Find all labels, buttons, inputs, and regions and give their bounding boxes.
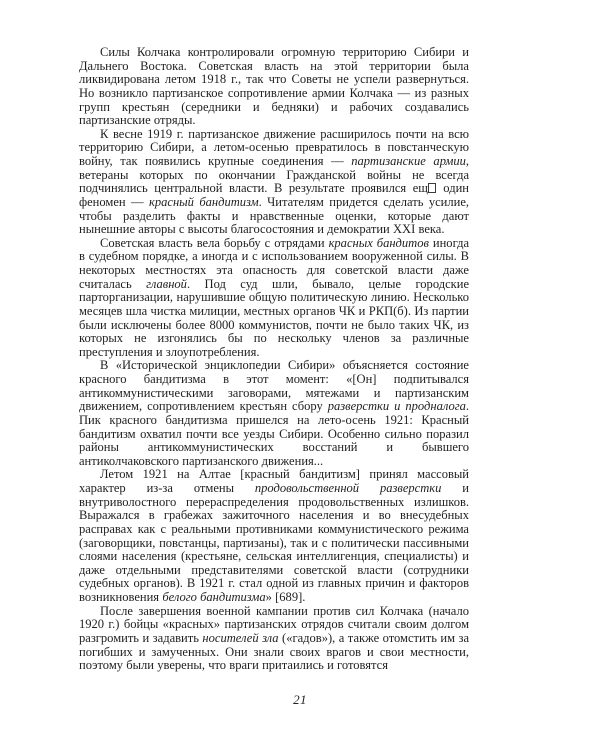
- paragraph: Силы Колчака контролировали огромную территорию Сибири и Дальнего Востока. Советская власть на этой территории была ликвидирована летом 1918 г., так что Советы не успели развернуться. Но возникло партизанское сопротивление армии Колчака — из разных групп крестьян (середники и бедняки) и рабочих создавались партизанские отряды.: [79, 45, 469, 128]
- page-number: 21: [293, 692, 307, 707]
- paragraph: К весне 1919 г. партизанское движение расширилось почти на всю территорию Сибири, а летом-осенью превратилось в повстанческую войну, так появились крупные соединения — партизанские армии, ветераны которых по окончании Гражданской войны не всегда подчинялись центральной власти. В результате проявился ещ один феномен — красный бандитизм. Читателям придется сделать усилие, чтобы разделить факты и нравственные оценки, которые дают нынешние авторы с высоты благосостояния и демократии XXI века.: [79, 126, 470, 237]
- italic-emphasis: красных бандитов: [328, 235, 429, 250]
- paragraph: После завершения военной кампании против сил Колчака (начало 1920 г.) бойцы «красных» партизанских отрядов считали своим долгом разгромить и задавить носителей зла («гадов»), а также отомстить им за погибших и замученных. Они знали своих врагов и свои местности, поэтому были уверены, что враги притаились и готовятся: [79, 603, 470, 673]
- italic-emphasis: главной: [146, 276, 187, 291]
- italic-emphasis: носителей зла: [202, 630, 279, 645]
- paragraph: Летом 1921 на Алтае [красный бандитизм] принял массовый характер из-за отмены продовольственной разверстки и внутриволостного перераспределения продовольственных излишков. Выражался в грабежах зажиточного населения и во внесудебных расправах как с реальными противниками коммунистического режима (заговорщики, повстанцы, партизаны), так и с политически пассивными слоями населения (крестьяне, сельская интеллигенция, специалисты) и даже отдельными представителями советской власти (сотрудники судебных органов). В 1921 г. стал одной из главных причин и факторов возникновения белого бандитизма» [689].: [79, 467, 469, 604]
- body-text-block: [79, 46, 469, 673]
- italic-emphasis: партизанские армии: [351, 154, 466, 168]
- italic-emphasis: красный бандитизм: [149, 194, 259, 209]
- paragraph: В «Исторической энциклопедии Сибири» объясняется состояние красного бандитизма в этот момент: «[Он] подпитывался антикоммунистическими заговорами, мятежами и партизанским движением, сопротивлением крестьян сбору разверстки и продналога. Пик красного бандитизма пришелся на лето-осень 1921: Красный бандитизм охватил почти все уезды Сибири. Особенно сильно поразил районы антикоммунистических восстаний и бывшего антиколчаковского партизанского движения...: [79, 358, 470, 468]
- italic-emphasis: разверстки и продналога: [327, 399, 466, 414]
- paragraph: Советская власть вела борьбу с отрядами красных бандитов иногда в судебном порядке, а иногда и с использованием вооруженной силы. В некоторых местностях эта опасность для советской власти даже считалась главной. Под суд шли, бывало, целые городские парторганизации, нарушившие общую политическую линию. Несколько месяцев шла чистка милиции, местных органов ЧК и РКП(б). Из партии были исключены более 8000 коммунистов, почти не было таких ЧК, из которых не изгонялись бы по нескольку членов за различные преступления и злоупотребления.: [79, 235, 470, 359]
- missing-glyph-box: [428, 183, 436, 192]
- italic-emphasis: белого бандитизма: [162, 590, 266, 604]
- italic-emphasis: продовольственной разверстки: [254, 481, 442, 495]
